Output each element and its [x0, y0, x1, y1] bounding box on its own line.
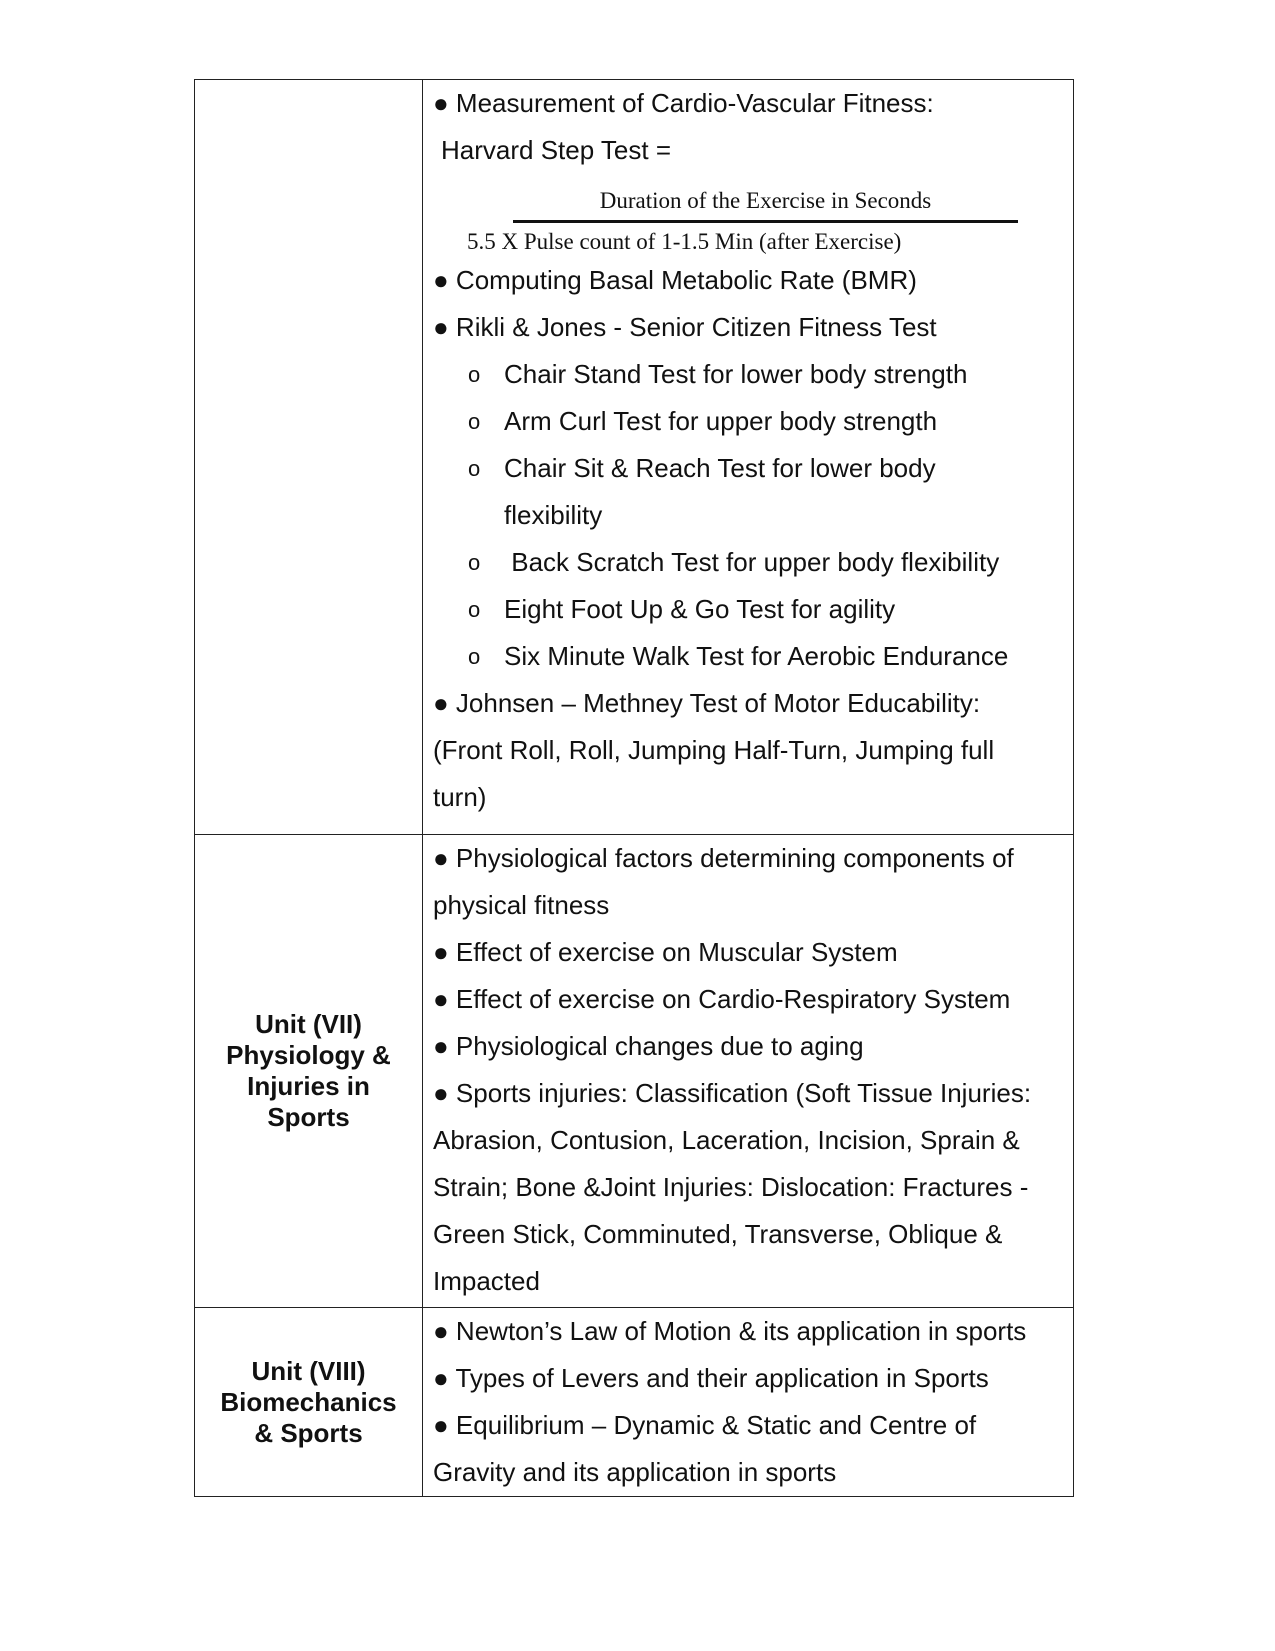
bullet-text-line: turn) — [433, 782, 487, 812]
harvard-formula — [433, 174, 1063, 257]
unit-cell-viii — [195, 1308, 423, 1497]
content-line: physical fitness — [433, 890, 610, 920]
content-line: Impacted — [433, 1266, 540, 1296]
content-cell-physiology — [423, 835, 1074, 1308]
bullet-johnsen-methney: ● Johnsen – Methney Test of Motor Educability: — [433, 688, 981, 718]
unit-title-line: Unit (VII) — [255, 1009, 362, 1039]
content-line: ● Newton’s Law of Motion & its application in sports — [433, 1316, 1027, 1346]
sub-item: o Chair Stand Test for lower body strength — [433, 351, 1063, 398]
content-line: ● Physiological changes due to aging — [433, 1031, 864, 1061]
syllabus-table — [194, 79, 1074, 1497]
content-cell-biomechanics — [423, 1308, 1074, 1497]
content-cell-tests — [423, 80, 1074, 835]
unit-title-line: Biomechanics — [220, 1386, 397, 1417]
content-line: ● Equilibrium – Dynamic & Static and Centre of — [433, 1410, 977, 1440]
formula-numerator: Duration of the Exercise in Seconds — [599, 188, 932, 213]
table-row — [195, 835, 1074, 1308]
unit-title-line: Injuries in — [247, 1071, 370, 1101]
unit-cell-vii — [195, 835, 423, 1308]
formula-denominator: 5.5 X Pulse count of 1-1.5 Min (after Exercise) — [467, 229, 902, 254]
content-line: ● Effect of exercise on Cardio-Respiratory System — [433, 984, 1011, 1014]
unit-cell-empty — [195, 80, 423, 835]
unit-title-line: Unit (VIII) — [251, 1355, 366, 1386]
unit-title-line: Physiology & — [226, 1040, 391, 1070]
content-line: Abrasion, Contusion, Laceration, Incision, Sprain & — [433, 1125, 1020, 1155]
content-line: ● Effect of exercise on Muscular System — [433, 937, 898, 967]
content-line: ● Sports injuries: Classification (Soft Tissue Injuries: — [433, 1078, 1032, 1108]
sub-item-continued: flexibility — [504, 500, 603, 530]
bullet-cardio-fitness: ● Measurement of Cardio-Vascular Fitness: — [433, 88, 934, 118]
table-row — [195, 1308, 1074, 1497]
table-row — [195, 80, 1074, 835]
bullet-rikli-jones: ● Rikli & Jones - Senior Citizen Fitness Test — [433, 312, 937, 342]
sub-item: o Six Minute Walk Test for Aerobic Endurance — [433, 633, 1063, 680]
circle-bullet-icon: o — [468, 550, 481, 575]
content-line: ● Types of Levers and their application in Sports — [433, 1363, 989, 1393]
circle-bullet-icon: o — [468, 456, 481, 481]
sub-item: o Chair Sit & Reach Test for lower body — [433, 445, 1063, 492]
bullet-text-line: (Front Roll, Roll, Jumping Half-Turn, Jumping full — [433, 735, 995, 765]
unit-title-line: Sports — [267, 1102, 350, 1132]
sub-item: o Eight Foot Up & Go Test for agility — [433, 586, 1063, 633]
content-line: ● Physiological factors determining components of — [433, 843, 1014, 873]
content-line: Strain; Bone &Joint Injuries: Dislocation: Fractures - — [433, 1172, 1029, 1202]
circle-bullet-icon: o — [468, 644, 481, 669]
unit-title-line: & Sports — [254, 1417, 363, 1448]
circle-bullet-icon: o — [468, 597, 481, 622]
sub-item: o Arm Curl Test for upper body strength — [433, 398, 1063, 445]
bullet-bmr: ● Computing Basal Metabolic Rate (BMR) — [433, 265, 917, 295]
content-line: Green Stick, Comminuted, Transverse, Oblique & — [433, 1219, 1003, 1249]
circle-bullet-icon: o — [468, 362, 481, 387]
circle-bullet-icon: o — [468, 409, 481, 434]
content-line: Gravity and its application in sports — [433, 1457, 837, 1487]
formula-label: Harvard Step Test = — [441, 135, 672, 165]
sub-item: o Back Scratch Test for upper body flexibility — [433, 539, 1063, 586]
